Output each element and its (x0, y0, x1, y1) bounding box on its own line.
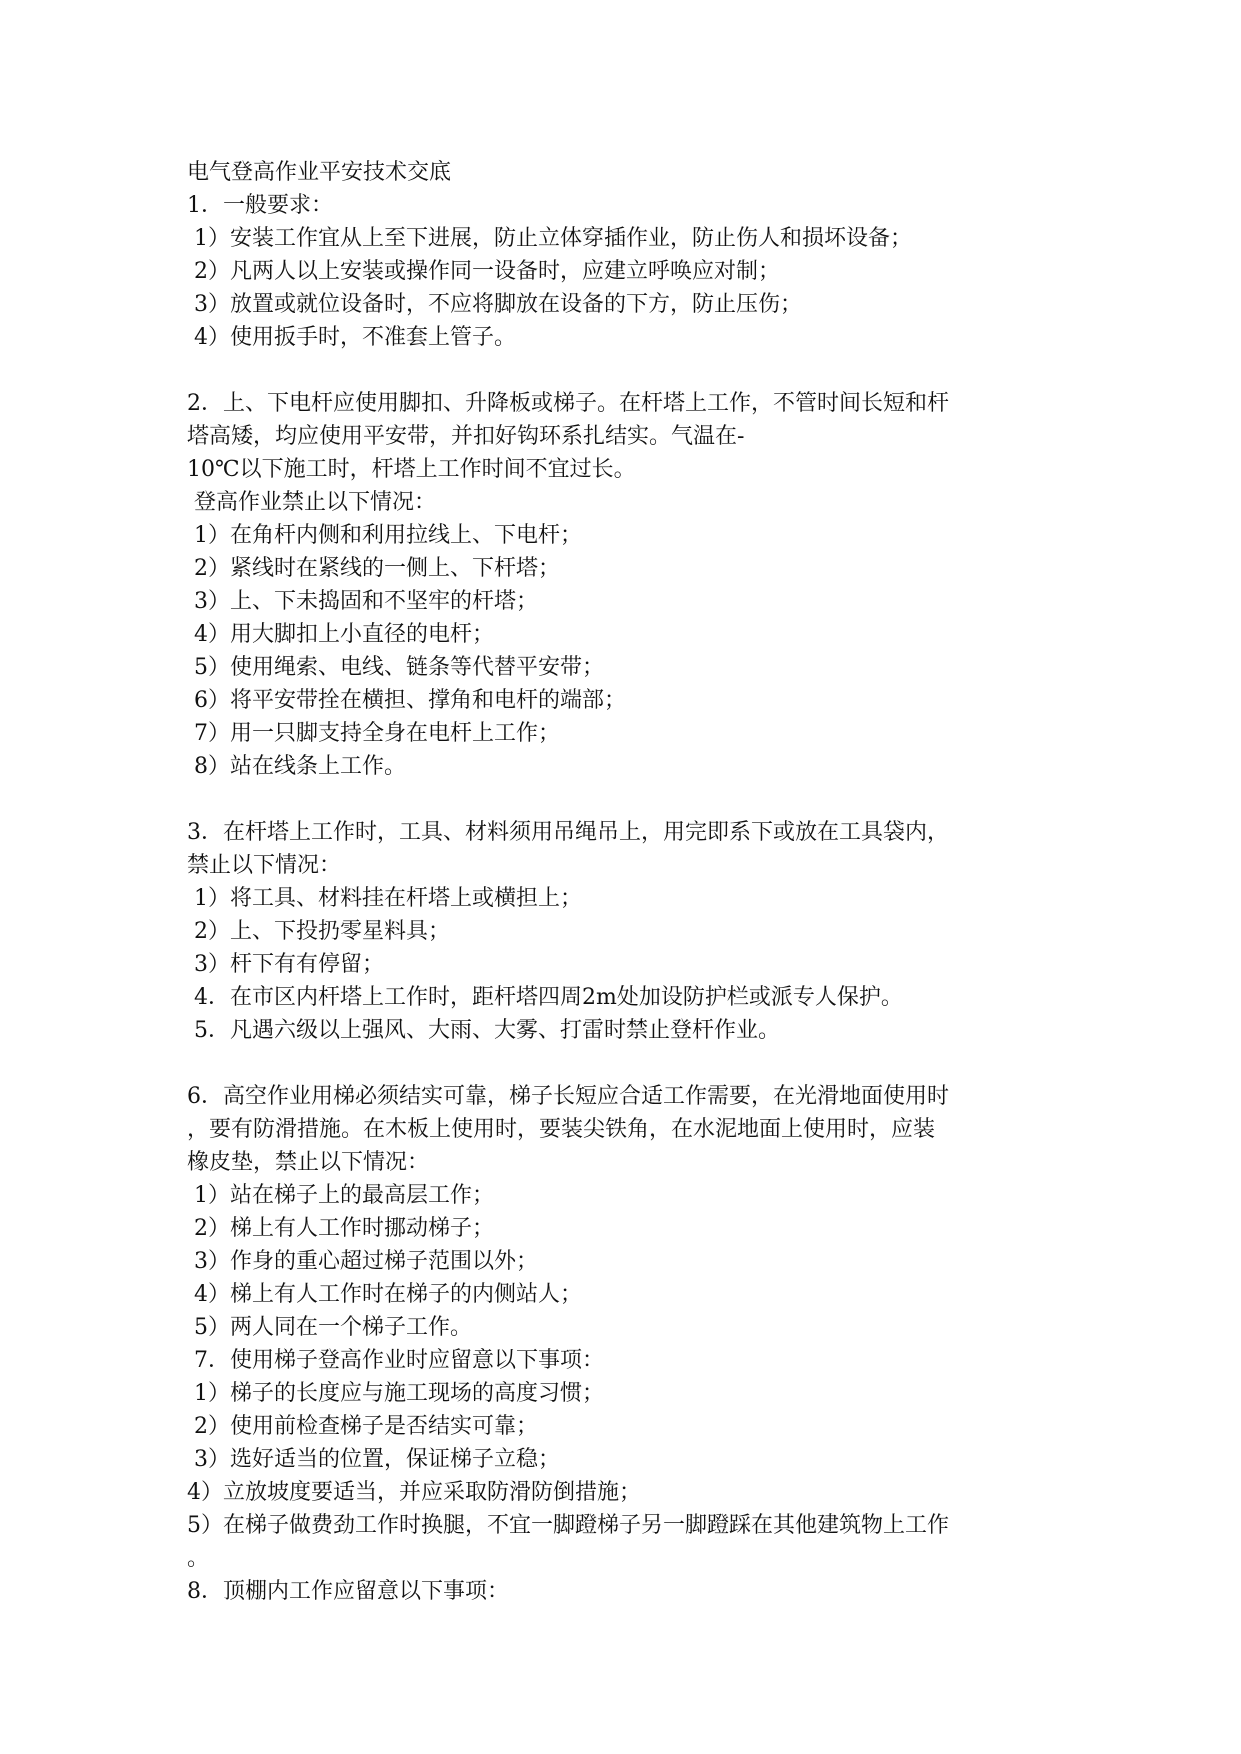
document-lines (187, 189, 1057, 1608)
document-line: ，要有防滑措施。在木板上使用时，要装尖铁角，在水泥地面上使用时，应装 (187, 1117, 936, 1142)
document-line: 2．上、下电杆应使用脚扣、升降板或梯子。在杆塔上工作，不管时间长短和杆 (187, 391, 949, 416)
blank-line (187, 783, 1057, 816)
document-body (187, 156, 1057, 1608)
document-line: 1）梯子的长度应与施工现场的高度习惯； (187, 1381, 604, 1406)
blank-line (187, 1047, 1057, 1080)
document-line: 10℃以下施工时，杆塔上工作时间不宜过长。 (187, 457, 636, 482)
document-line: 3）杆下有有停留； (187, 952, 384, 977)
document-line: 1）站在梯子上的最高层工作； (187, 1183, 494, 1208)
document-title: 电气登高作业平安技术交底 (187, 160, 452, 185)
document-line: 4）用大脚扣上小直径的电杆； (187, 622, 494, 647)
document-line: 2）上、下投扔零星料具； (187, 919, 450, 944)
document-line: 5）在梯子做费劲工作时换腿，不宜一脚蹬梯子另一脚蹬踩在其他建筑物上工作 (187, 1513, 949, 1538)
document-line: 8）站在线条上工作。 (187, 754, 406, 779)
document-line: 1）将工具、材料挂在杆塔上或横担上； (187, 886, 582, 911)
document-line: 4）使用扳手时，不准套上管子。 (187, 325, 516, 350)
document-line: 3）放置或就位设备时，不应将脚放在设备的下方，防止压伤； (187, 292, 802, 317)
document-line: 7．使用梯子登高作业时应留意以下事项： (187, 1348, 604, 1373)
blank-line (187, 354, 1057, 387)
document-line: 2）紧线时在紧线的一侧上、下杆塔； (187, 556, 560, 581)
document-line: 2）使用前检查梯子是否结实可靠； (187, 1414, 538, 1439)
document-line: 3）作身的重心超过梯子范围以外； (187, 1249, 538, 1274)
document-line: 。 (187, 1546, 210, 1571)
document-line: 1）在角杆内侧和利用拉线上、下电杆； (187, 523, 582, 548)
document-line: 禁止以下情况： (187, 853, 342, 878)
document-line: 3．在杆塔上工作时，工具、材料须用吊绳吊上，用完即系下或放在工具袋内， (187, 820, 949, 845)
document-line: 6．高空作业用梯必须结实可靠，梯子长短应合适工作需要，在光滑地面使用时 (187, 1084, 949, 1109)
document-line: 塔高矮，均应使用平安带，并扣好钩环系扎结实。气温在- (187, 424, 745, 449)
document-line: 4．在市区内杆塔上工作时，距杆塔四周2m处加设防护栏或派专人保护。 (187, 985, 903, 1010)
document-line: 3）选好适当的位置，保证梯子立稳； (187, 1447, 560, 1472)
document-line: 5）使用绳索、电线、链条等代替平安带； (187, 655, 604, 680)
document-line: 4）立放坡度要适当，并应采取防滑防倒措施； (187, 1480, 641, 1505)
document-line: 1）安装工作宜从上至下进展，防止立体穿插作业，防止伤人和损坏设备； (187, 226, 912, 251)
document-line: 5．凡遇六级以上强风、大雨、大雾、打雷时禁止登杆作业。 (187, 1018, 780, 1043)
document-line: 1．一般要求： (187, 193, 333, 218)
document-line: 6）将平安带拴在横担、撑角和电杆的端部； (187, 688, 626, 713)
document-line: 3）上、下未捣固和不坚牢的杆塔； (187, 589, 538, 614)
document-line: 登高作业禁止以下情况： (187, 490, 436, 515)
document-line: 橡皮垫，禁止以下情况： (187, 1150, 430, 1175)
document-line: 2）梯上有人工作时挪动梯子； (187, 1216, 494, 1241)
document-line: 8．顶棚内工作应留意以下事项： (187, 1579, 509, 1604)
document-line: 2）凡两人以上安装或操作同一设备时，应建立呼唤应对制； (187, 259, 780, 284)
document-line: 7）用一只脚支持全身在电杆上工作； (187, 721, 560, 746)
document-line: 4）梯上有人工作时在梯子的内侧站人； (187, 1282, 582, 1307)
document-line: 5）两人同在一个梯子工作。 (187, 1315, 472, 1340)
